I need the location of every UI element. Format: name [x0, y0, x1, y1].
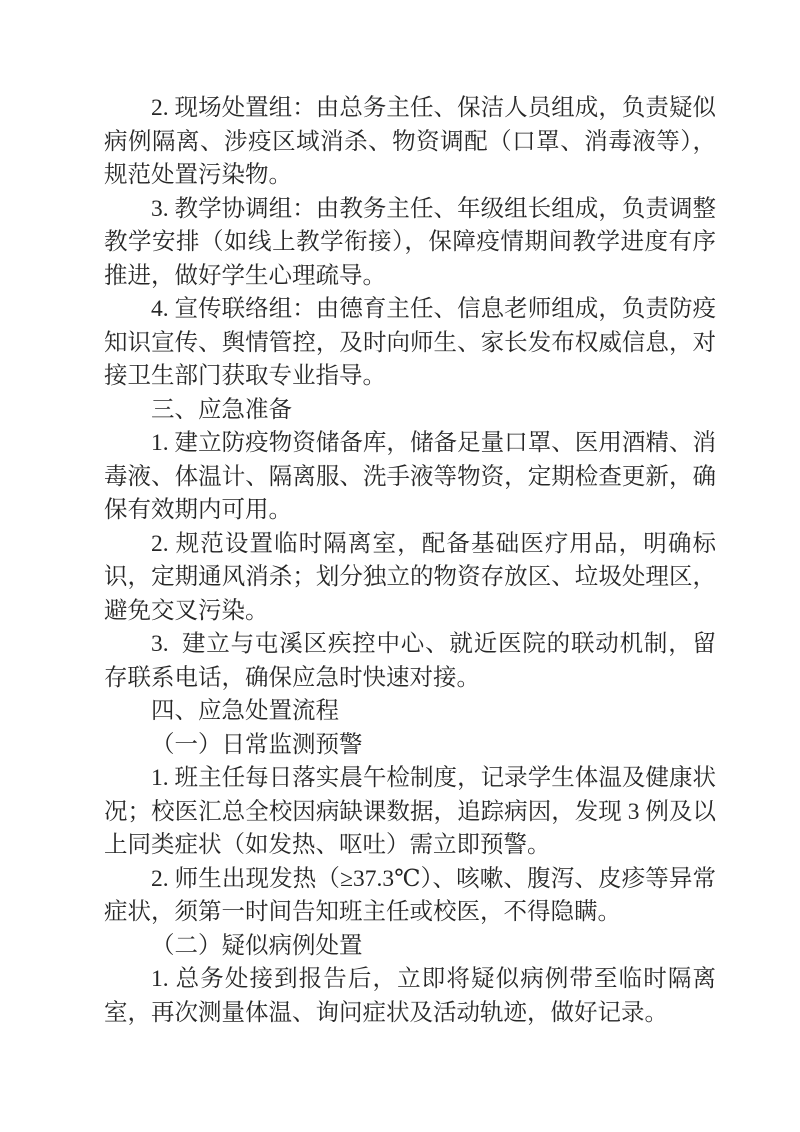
list-item-paragraph: 4. 宣传联络组：由德育主任、信息老师组成，负责防疫知识宣传、舆情管控，及时向师生、家长发布权威信息，对接卫生部门获取专业指导。 [104, 296, 716, 389]
sub-section-heading: （二）疑似病例处置 [151, 932, 363, 959]
list-item-paragraph: 2. 师生出现发热（≥37.3℃）、咳嗽、腹泻、皮疹等异常症状，须第一时间告知班主任或校医，不得隐瞒。 [104, 865, 716, 925]
list-item-paragraph: 1. 建立防疫物资储备库，储备足量口罩、医用酒精、消毒液、体温计、隔离服、洗手液等物资，定期检查更新，确保有效期内可用。 [104, 430, 716, 523]
list-item-paragraph: 3. 教学协调组：由教务主任、年级组长组成，负责调整教学安排（如线上教学衔接），保障疫情期间教学进度有序推进，做好学生心理疏导。 [104, 195, 716, 289]
section-heading: 四、应急处置流程 [151, 698, 339, 724]
list-item-paragraph: 2. 现场处置组：由总务主任、保洁人员组成，负责疑似病例隔离、涉疫区域消杀、物资调配（口罩、消毒液等），规范处置污染物。 [104, 95, 716, 188]
list-item-paragraph: 2. 规范设置临时隔离室，配备基础医疗用品，明确标识，定期通风消杀；划分独立的物资存放区、垃圾处理区，避免交叉污染。 [104, 530, 716, 624]
section-heading: 三、应急准备 [151, 396, 292, 423]
list-item-paragraph: 1. 总务处接到报告后，立即将疑似病例带至临时隔离室，再次测量体温、询问症状及活动轨迹，做好记录。 [104, 966, 716, 1026]
document-body [104, 92, 716, 1030]
list-item-paragraph: 1. 班主任每日落实晨午检制度，记录学生体温及健康状况；校医汇总全校因病缺课数据，追踪病因，发现 3 例及以上同类症状（如发热、呕吐）需立即预警。 [104, 765, 716, 858]
list-item-paragraph: 3. 建立与屯溪区疾控中心、就近医院的联动机制，留存联系电话，确保应急时快速对接。 [104, 631, 716, 691]
sub-section-heading: （一）日常监测预警 [151, 731, 363, 758]
